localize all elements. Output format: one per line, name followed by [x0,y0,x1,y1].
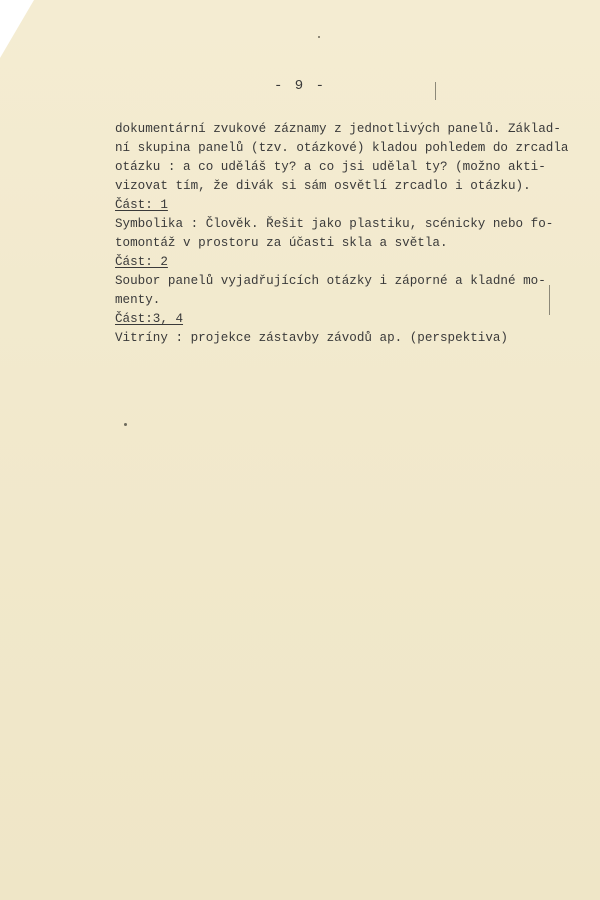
section-heading: Část: 1 [115,198,168,212]
section-heading: Část: 2 [115,255,168,269]
text-line: Symbolika : Člověk. Řešit jako plastiku, scénicky nebo fo- [115,217,554,231]
page-corner-fold [0,0,34,58]
paper-speck [318,36,320,38]
page-number: - 9 - [273,78,326,94]
text-line: menty. [115,293,161,307]
text-line: otázku : a co uděláš ty? a co jsi udělal ty? (možno akti- [115,160,546,174]
text-line: vizovat tím, že divák si sám osvětlí zrcadlo i otázku). [115,179,531,193]
paper-speck [124,423,127,426]
text-line: dokumentární zvukové záznamy z jednotlivých panelů. Základ- [115,122,561,136]
pencil-mark [435,82,436,100]
document-body [115,120,570,348]
text-line: Soubor panelů vyjadřujících otázky i záporné a kladné mo- [115,274,546,288]
text-line: ní skupina panelů (tzv. otázkové) kladou pohledem do zrcadla [115,141,569,155]
text-line: tomontáž v prostoru za účasti skla a světla. [115,236,448,250]
text-line: Vitríny : projekce zástavby závodů ap. (perspektiva) [115,331,508,345]
section-heading: Část:3, 4 [115,312,184,326]
